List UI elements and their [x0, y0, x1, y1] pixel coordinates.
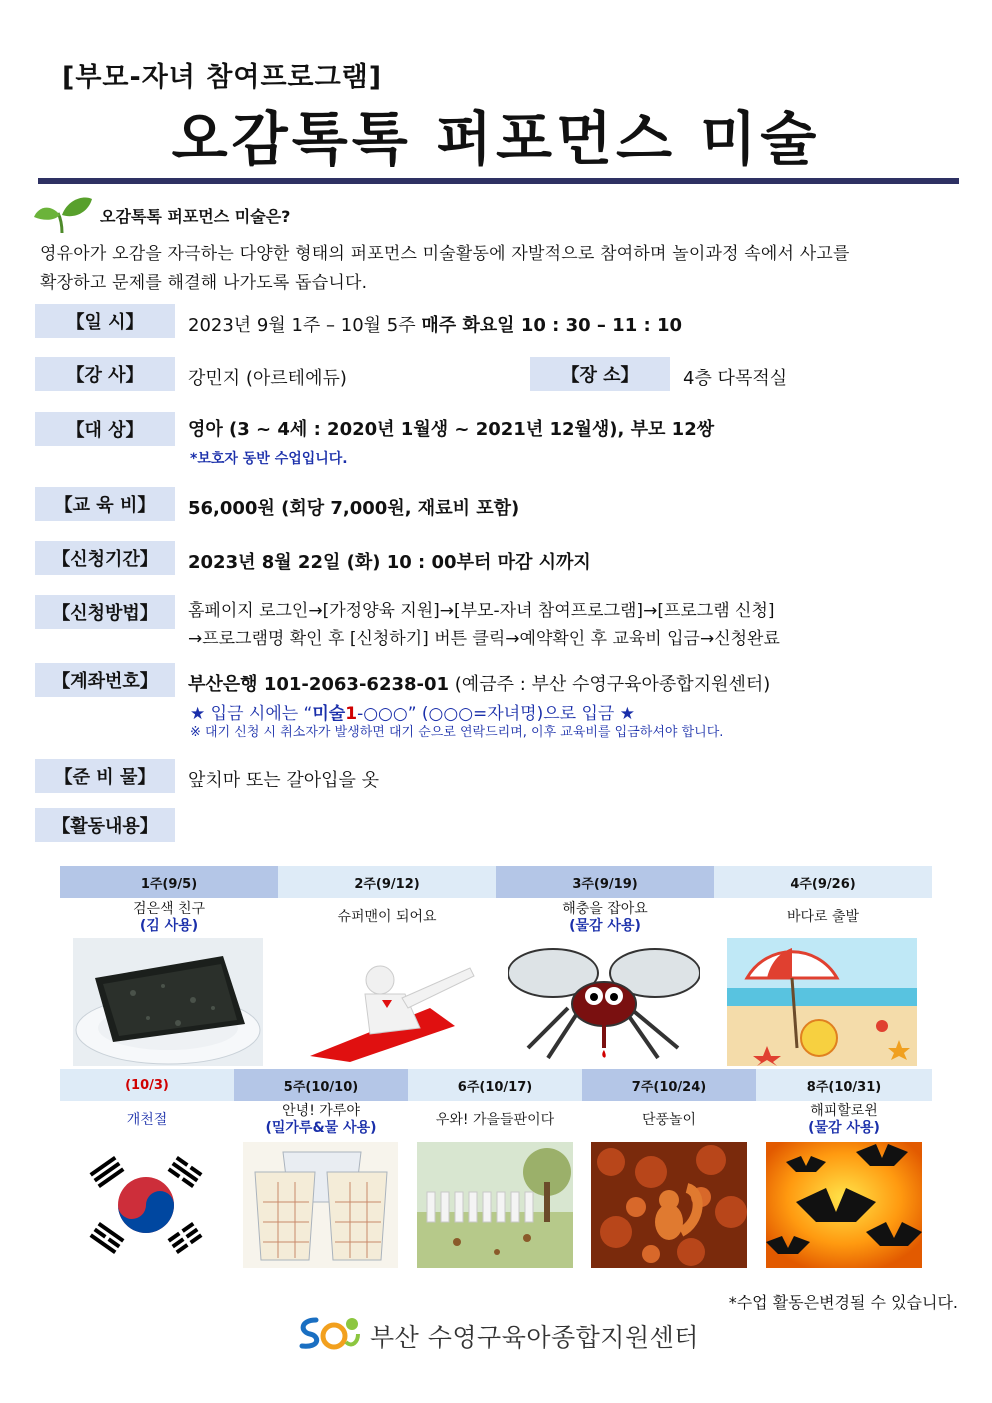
week-header: 6주(10/17)	[408, 1069, 582, 1101]
page-title: 오감톡톡 퍼포먼스 미술	[171, 105, 821, 173]
activity-caption	[756, 1103, 932, 1137]
mosquito-image	[508, 938, 700, 1066]
week-header: 7주(10/24)	[582, 1069, 756, 1101]
activity-caption	[234, 1103, 408, 1137]
title-divider	[38, 178, 959, 184]
superman-image	[290, 938, 485, 1066]
flour-cups-image	[243, 1142, 398, 1268]
period-value: 2023년 8월 22일 (화) 10 : 00부터 마감 시까지	[188, 552, 591, 573]
activity-caption	[408, 1112, 582, 1129]
activity-title: 안녕! 가루야	[282, 1103, 360, 1119]
korean-flag-image	[69, 1142, 224, 1268]
method-value	[188, 597, 780, 653]
activity-caption	[714, 909, 932, 926]
target-label: 【대 상】	[35, 412, 175, 446]
activity-material: (밀가루&물 사용)	[265, 1120, 377, 1136]
method-line: →프로그램명 확인 후 [신청하기] 버튼 클릭→예약확인 후 교육비 입금→신청완료	[188, 629, 780, 649]
place-value: 4층 다목적실	[683, 368, 788, 389]
beach-image	[727, 938, 917, 1066]
autumn-field-image	[417, 1142, 573, 1268]
activity-material: (물감 사용)	[569, 918, 641, 934]
activity-title: 바다로 출발	[786, 909, 860, 925]
period-label: 【신청기간】	[35, 541, 175, 575]
account-value	[188, 670, 770, 696]
activity-title: 슈퍼맨이 되어요	[337, 909, 437, 925]
deposit-note-c: 1	[345, 704, 358, 724]
guardian-note: *보호자 동반 수업입니다.	[190, 451, 348, 467]
activity-caption	[496, 901, 714, 935]
activity-title: 우와! 가을들판이다	[435, 1112, 555, 1128]
activity-caption	[60, 1112, 234, 1129]
teacher-value: 강민지 (아르테에듀)	[188, 368, 347, 389]
week-header: 1주(9/5)	[60, 866, 278, 898]
prep-label: 【준 비 물】	[35, 759, 175, 793]
waitlist-note: ※ 대기 신청 시 취소자가 발생하면 대기 순으로 연락드리며, 이후 교육비를 입금하셔야 합니다.	[190, 725, 724, 740]
place-label: 【장 소】	[530, 357, 670, 391]
fee-value: 56,000원 (회당 7,000원, 재료비 포함)	[188, 498, 520, 519]
account-holder: (예금주 : 부산 수영구육아종합지원센터)	[449, 674, 771, 695]
deposit-note-b: 미술	[312, 704, 346, 724]
deposit-note-a: ★ 입금 시에는 “	[190, 704, 313, 724]
seaweed-image	[73, 938, 263, 1066]
bank-account: 부산은행 101-2063-6238-01	[188, 674, 450, 695]
change-notice: *수업 활동은변경될 수 있습니다.	[728, 1293, 958, 1312]
week-header: 3주(9/19)	[496, 866, 714, 898]
date-text: 2023년 9월 1주 – 10월 5주	[188, 315, 422, 336]
intro-line: 영유아가 오감을 자극하는 다양한 형태의 퍼포먼스 미술활동에 자발적으로 참여하며 놀이과정 속에서 사고를	[40, 244, 850, 264]
activity-label: 【활동내용】	[35, 808, 175, 842]
week-header: 5주(10/10)	[234, 1069, 408, 1101]
halloween-bats-image	[766, 1142, 922, 1268]
activity-caption	[582, 1112, 756, 1129]
activity-title: 해피할로윈	[810, 1103, 878, 1119]
teacher-label: 【강 사】	[35, 357, 175, 391]
activity-title: 검은색 친구	[132, 901, 206, 917]
activity-title: 개천절	[126, 1112, 168, 1128]
center-logo-icon	[296, 1312, 362, 1352]
activity-material: (물감 사용)	[808, 1120, 880, 1136]
deposit-note-d: -○○○” (○○○=자녀명)으로 입금 ★	[357, 704, 635, 724]
activity-caption	[60, 901, 278, 935]
activity-material: (김 사용)	[139, 918, 199, 934]
program-subtitle: [부모-자녀 참여프로그램]	[62, 62, 383, 93]
method-label: 【신청방법】	[35, 595, 175, 629]
center-logo-text: 부산 수영구육아종합지원센터	[370, 1323, 699, 1352]
account-label: 【계좌번호】	[35, 663, 175, 697]
sprout-icon	[32, 193, 94, 235]
week-header: 4주(9/26)	[714, 866, 932, 898]
week-header: (10/3)	[60, 1069, 234, 1101]
week-header: 2주(9/12)	[278, 866, 496, 898]
week-header: 8주(10/31)	[756, 1069, 932, 1101]
date-label: 【일 시】	[35, 304, 175, 338]
intro-line: 확장하고 문제를 해결해 나가도록 돕습니다.	[40, 273, 368, 293]
activity-caption	[278, 909, 496, 926]
intro-paragraph	[40, 240, 960, 298]
squirrel-leaves-image	[591, 1142, 747, 1268]
activity-title: 해충을 잡아요	[562, 901, 648, 917]
target-value: 영아 (3 ~ 4세 : 2020년 1월생 ~ 2021년 12월생), 부모 12쌍	[188, 419, 715, 440]
date-time: 매주 화요일 10 : 30 – 11 : 10	[421, 315, 683, 336]
prep-value: 앞치마 또는 갈아입을 옷	[188, 770, 380, 791]
activity-title: 단풍놀이	[641, 1112, 697, 1128]
intro-heading: 오감톡톡 퍼포먼스 미술은?	[100, 207, 291, 226]
method-line: 홈페이지 로그인→[가정양육 지원]→[부모-자녀 참여프로그램]→[프로그램 신청]	[188, 601, 775, 621]
date-value	[188, 311, 682, 337]
fee-label: 【교 육 비】	[35, 487, 175, 521]
